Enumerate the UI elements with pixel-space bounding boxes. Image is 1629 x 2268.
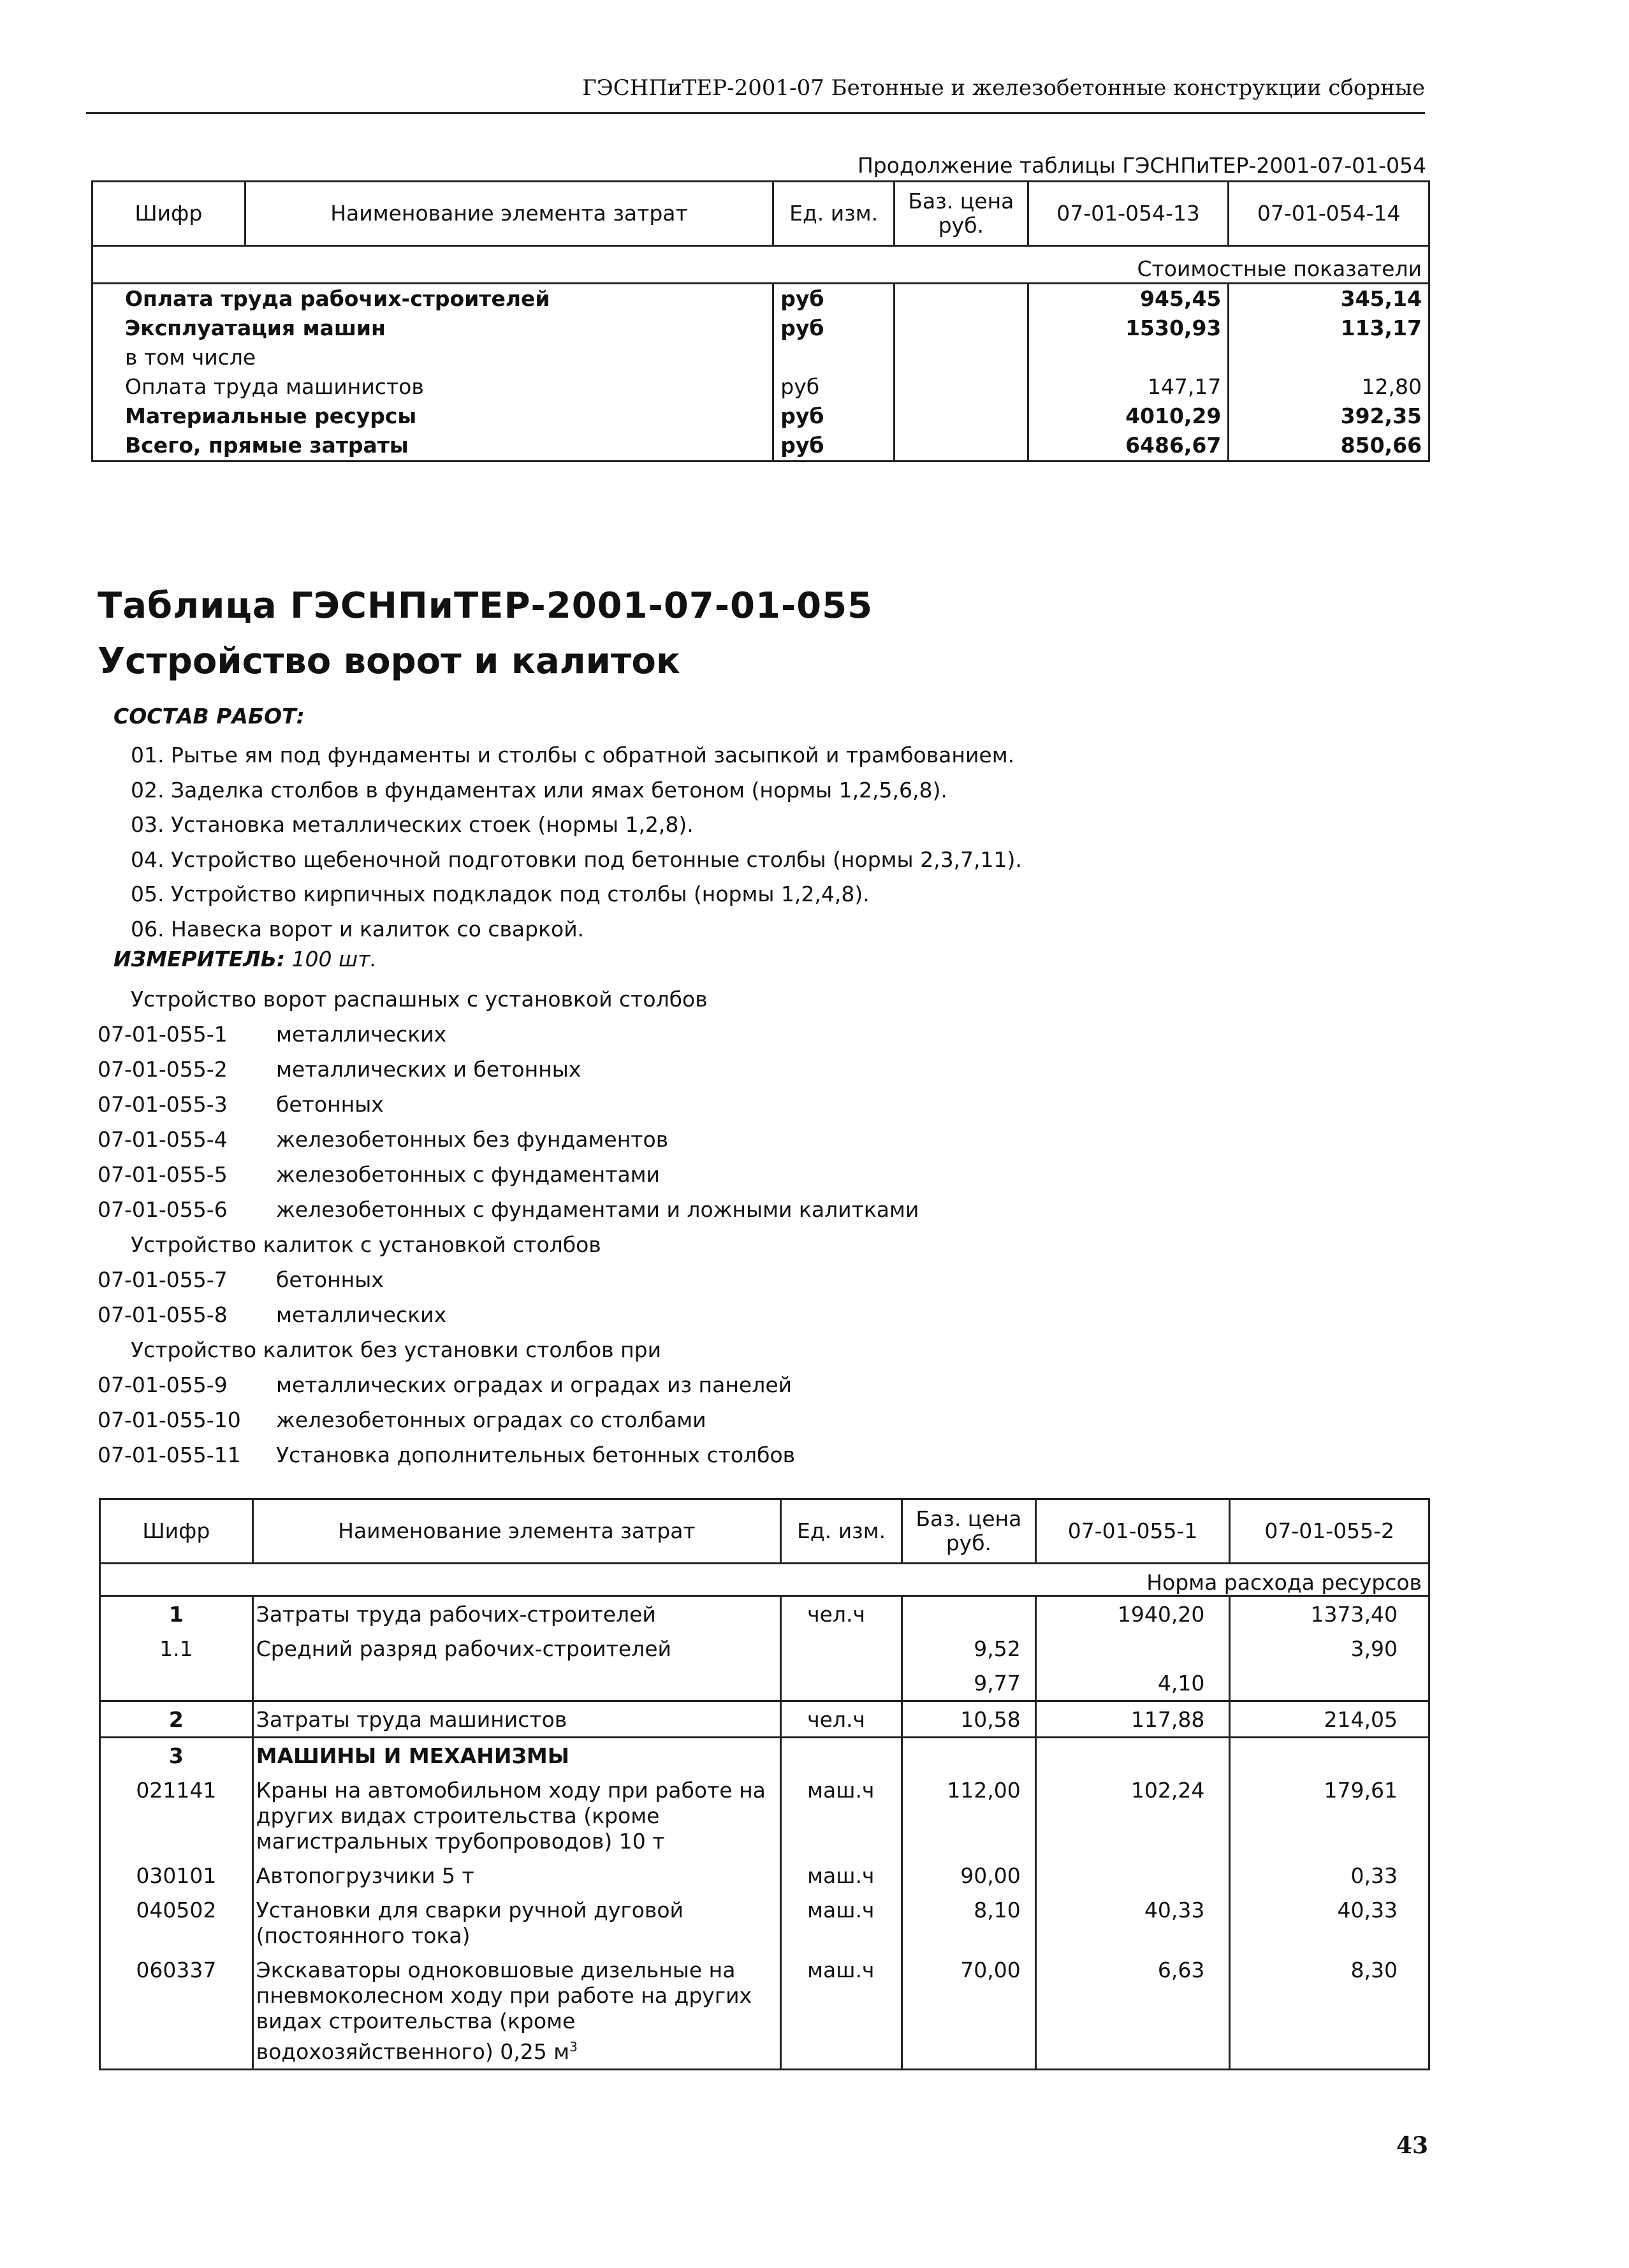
table-row bbox=[100, 1893, 1429, 1952]
row-name bbox=[252, 1631, 780, 1666]
row-name: Материальные ресурсы bbox=[92, 402, 773, 431]
table-subheader-row bbox=[100, 1564, 1429, 1596]
row-price: 112,00 bbox=[902, 1773, 1036, 1858]
row-name-text: Краны на автомобильном ходу при работе на других видах строительства (кроме магистральных трубопроводов) 10 т bbox=[256, 1778, 766, 1854]
row-unit: руб bbox=[773, 314, 895, 343]
row-price: 70,00 bbox=[902, 1952, 1036, 2070]
norm-code: 07-01-055-6 bbox=[98, 1197, 228, 1222]
norm-code-item bbox=[98, 1052, 708, 1087]
works-list bbox=[131, 738, 1022, 947]
row-name-text: Средний разряд рабочих-строителей bbox=[256, 1636, 671, 1661]
table-row bbox=[100, 1666, 1429, 1701]
row-name bbox=[252, 1666, 780, 1701]
cost-indicators-table bbox=[91, 180, 1430, 462]
norm-description: Установка дополнительных бетонных столбов bbox=[276, 1443, 796, 1467]
row-price: 10,58 bbox=[902, 1701, 1036, 1738]
norm-code-item bbox=[98, 1297, 708, 1332]
norm-code-item bbox=[98, 1367, 793, 1402]
row-name bbox=[252, 1738, 780, 1773]
table1-caption: Продолжение таблицы ГЭСНПиТЕР-2001-07-01-054 bbox=[857, 153, 1426, 178]
measure-value: 100 шт. bbox=[291, 947, 377, 971]
row-unit: руб bbox=[773, 372, 895, 402]
work-item: 04. Устройство щебеночной подготовки под бетонные столбы (нормы 2,3,7,11). bbox=[131, 847, 1022, 872]
norm-code: 07-01-055-1 bbox=[98, 1022, 228, 1047]
row-unit: маш.ч bbox=[781, 1858, 902, 1893]
row-code: 3 bbox=[100, 1738, 253, 1773]
row-unit: чел.ч bbox=[781, 1596, 902, 1632]
table-row bbox=[100, 1773, 1429, 1858]
row-unit: маш.ч bbox=[781, 1952, 902, 2070]
row-value-1 bbox=[1028, 343, 1229, 372]
table-row bbox=[92, 314, 1429, 343]
norm-code-item bbox=[98, 1402, 708, 1437]
row-unit: маш.ч bbox=[781, 1893, 902, 1952]
table-subtitle: Устройство ворот и калиток bbox=[98, 641, 680, 682]
row-name: Оплата труда рабочих-строителей bbox=[92, 284, 773, 314]
row-price: 9,77 bbox=[902, 1666, 1036, 1701]
work-item: 01. Рытье ям под фундаменты и столбы с обратной засыпкой и трамбованием. bbox=[131, 743, 1015, 767]
row-value-2: 179,61 bbox=[1230, 1773, 1429, 1858]
row-price bbox=[902, 1596, 1036, 1632]
row-name: Эксплуатация машин bbox=[92, 314, 773, 343]
row-value-1: 6486,67 bbox=[1028, 431, 1229, 462]
table-row bbox=[100, 1952, 1429, 2070]
norm-code: 07-01-055-5 bbox=[98, 1162, 228, 1187]
row-value-2: 113,17 bbox=[1229, 314, 1429, 343]
row-code: 1 bbox=[100, 1596, 253, 1632]
column-header: 07-01-054-13 bbox=[1028, 182, 1229, 246]
table-row bbox=[100, 1738, 1429, 1773]
row-value-1: 1940,20 bbox=[1035, 1596, 1230, 1632]
column-header: Баз. цена руб. bbox=[902, 1499, 1036, 1564]
work-item: 05. Устройство кирпичных подкладок под столбы (нормы 1,2,4,8). bbox=[131, 882, 870, 906]
row-value-1 bbox=[1035, 1738, 1230, 1773]
row-name-superscript: 3 bbox=[569, 2039, 578, 2054]
row-price bbox=[895, 402, 1028, 431]
table-header-row bbox=[92, 182, 1429, 246]
row-code: 030101 bbox=[100, 1858, 253, 1893]
row-price bbox=[895, 372, 1028, 402]
norm-code-item bbox=[98, 1122, 708, 1157]
row-value-2: 8,30 bbox=[1230, 1952, 1429, 2070]
norm-code-item bbox=[98, 1157, 708, 1192]
norm-description: железобетонных без фундаментов bbox=[276, 1127, 669, 1152]
column-header: Ед. изм. bbox=[773, 182, 895, 246]
column-header: Баз. цена руб. bbox=[895, 182, 1028, 246]
table-row bbox=[92, 372, 1429, 402]
norm-code: 07-01-055-11 bbox=[98, 1443, 241, 1467]
row-name-text: Экскаваторы одноковшовые дизельные на пневмоколесном ходу при работе на других видах строительства (кроме водохозяйственного) 0,25 м bbox=[256, 1958, 752, 2064]
norm-description: металлических и бетонных bbox=[276, 1057, 581, 1082]
row-name-text: Затраты труда машинистов bbox=[256, 1707, 567, 1732]
column-header: Наименование элемента затрат bbox=[245, 182, 773, 246]
row-value-2: 0,33 bbox=[1230, 1858, 1429, 1893]
norm-code-item bbox=[98, 1087, 708, 1122]
norm-description: бетонных bbox=[276, 1092, 384, 1117]
row-unit: маш.ч bbox=[781, 1773, 902, 1858]
table-subheader: Норма расхода ресурсов bbox=[100, 1564, 1429, 1596]
row-name bbox=[252, 1773, 780, 1858]
table-row bbox=[100, 1701, 1429, 1738]
norm-code-item bbox=[98, 1017, 708, 1052]
norm-code: 07-01-055-10 bbox=[98, 1407, 241, 1432]
row-name-text: Затраты труда рабочих-строителей bbox=[256, 1602, 656, 1627]
table-header-row bbox=[100, 1499, 1429, 1564]
row-value-1 bbox=[1035, 1631, 1230, 1666]
table-row bbox=[92, 402, 1429, 431]
table-row bbox=[100, 1631, 1429, 1666]
row-unit: чел.ч bbox=[781, 1701, 902, 1738]
row-value-1: 6,63 bbox=[1035, 1952, 1230, 2070]
row-price bbox=[895, 314, 1028, 343]
work-item: 03. Установка металлических стоек (нормы 1,2,8). bbox=[131, 812, 694, 837]
row-value-1: 117,88 bbox=[1035, 1701, 1230, 1738]
column-header: Шифр bbox=[100, 1499, 253, 1564]
resource-norms-table bbox=[99, 1498, 1430, 2070]
row-unit bbox=[781, 1666, 902, 1701]
row-value-2: 3,90 bbox=[1230, 1631, 1429, 1666]
norm-description: металлических bbox=[276, 1022, 447, 1047]
row-price bbox=[895, 431, 1028, 462]
column-header: 07-01-054-14 bbox=[1229, 182, 1429, 246]
row-value-2: 1373,40 bbox=[1230, 1596, 1429, 1632]
row-value-2: 214,05 bbox=[1230, 1701, 1429, 1738]
norm-group-heading: Устройство калиток без установки столбов при bbox=[131, 1337, 662, 1362]
row-name-text: МАШИНЫ И МЕХАНИЗМЫ bbox=[256, 1743, 569, 1768]
norm-code: 07-01-055-4 bbox=[98, 1127, 228, 1152]
table-row bbox=[92, 284, 1429, 314]
table-title: Таблица ГЭСНПиТЕР-2001-07-01-055 bbox=[98, 585, 873, 627]
row-value-2: 345,14 bbox=[1229, 284, 1429, 314]
row-price bbox=[895, 284, 1028, 314]
row-value-2: 12,80 bbox=[1229, 372, 1429, 402]
row-code: 1.1 bbox=[100, 1631, 253, 1666]
row-name bbox=[252, 1596, 780, 1632]
row-code: 021141 bbox=[100, 1773, 253, 1858]
column-header: 07-01-055-1 bbox=[1035, 1499, 1230, 1564]
row-name bbox=[252, 1893, 780, 1952]
norm-description: металлических bbox=[276, 1302, 447, 1327]
row-name-text: Автопогрузчики 5 т bbox=[256, 1863, 474, 1888]
row-price bbox=[902, 1738, 1036, 1773]
work-item: 02. Заделка столбов в фундаментах или ямах бетоном (нормы 1,2,5,6,8). bbox=[131, 777, 947, 803]
row-unit: руб bbox=[773, 431, 895, 462]
row-value-1: 147,17 bbox=[1028, 372, 1229, 402]
table-row bbox=[100, 1596, 1429, 1632]
row-code: 2 bbox=[100, 1701, 253, 1738]
row-name: в том числе bbox=[92, 343, 773, 372]
row-value-1: 102,24 bbox=[1035, 1773, 1230, 1858]
row-value-2 bbox=[1230, 1666, 1429, 1701]
norm-description: железобетонных с фундаментами и ложными калитками bbox=[276, 1197, 919, 1222]
row-price bbox=[895, 343, 1028, 372]
column-header: 07-01-055-2 bbox=[1230, 1499, 1429, 1564]
norm-code-item bbox=[98, 1437, 796, 1472]
row-value-2: 850,66 bbox=[1229, 431, 1429, 462]
row-name-text: Установки для сварки ручной дуговой (постоянного тока) bbox=[256, 1898, 683, 1948]
norm-description: железобетонных с фундаментами bbox=[276, 1162, 661, 1187]
row-unit bbox=[781, 1738, 902, 1773]
row-price: 9,52 bbox=[902, 1631, 1036, 1666]
norm-code-item bbox=[98, 1262, 708, 1297]
row-value-2: 40,33 bbox=[1230, 1893, 1429, 1952]
page-header bbox=[86, 74, 1425, 114]
measure-label: ИЗМЕРИТЕЛЬ: bbox=[113, 947, 286, 971]
table-subheader-row bbox=[92, 246, 1429, 284]
norm-code: 07-01-055-8 bbox=[98, 1302, 228, 1327]
row-code: 040502 bbox=[100, 1893, 253, 1952]
row-unit: руб bbox=[773, 402, 895, 431]
row-name: Всего, прямые затраты bbox=[92, 431, 773, 462]
norm-code: 07-01-055-9 bbox=[98, 1372, 228, 1397]
row-price: 90,00 bbox=[902, 1858, 1036, 1893]
norm-group-heading: Устройство ворот распашных с установкой столбов bbox=[131, 987, 708, 1012]
row-name bbox=[252, 1952, 780, 2070]
row-name bbox=[252, 1858, 780, 1893]
row-value-1: 4010,29 bbox=[1028, 402, 1229, 431]
norm-code: 07-01-055-2 bbox=[98, 1057, 228, 1082]
row-value-1: 40,33 bbox=[1035, 1893, 1230, 1952]
row-unit bbox=[773, 343, 895, 372]
table-row bbox=[92, 343, 1429, 372]
row-name: Оплата труда машинистов bbox=[92, 372, 773, 402]
norm-description: металлических оградах и оградах из панелей bbox=[276, 1372, 793, 1397]
running-title: ГЭСНПиТЕР-2001-07 Бетонные и железобетонные конструкции сборные bbox=[582, 75, 1425, 101]
row-value-2 bbox=[1230, 1738, 1429, 1773]
norm-codes-list bbox=[98, 982, 919, 1472]
row-value-2 bbox=[1229, 343, 1429, 372]
norm-code: 07-01-055-7 bbox=[98, 1267, 228, 1292]
norm-code-item bbox=[98, 1192, 919, 1227]
row-price: 8,10 bbox=[902, 1893, 1036, 1952]
work-item: 06. Навеска ворот и калиток со сваркой. bbox=[131, 916, 585, 941]
row-code bbox=[100, 1666, 253, 1701]
row-unit bbox=[781, 1631, 902, 1666]
table-subheader: Стоимостные показатели bbox=[92, 246, 1429, 284]
norm-description: железобетонных оградах со столбами bbox=[276, 1407, 706, 1432]
row-value-1: 945,45 bbox=[1028, 284, 1229, 314]
column-header: Шифр bbox=[92, 182, 245, 246]
page-number: 43 bbox=[1396, 2132, 1429, 2159]
norm-description: бетонных bbox=[276, 1267, 384, 1292]
table-row bbox=[100, 1858, 1429, 1893]
table-row bbox=[92, 431, 1429, 462]
row-name bbox=[252, 1701, 780, 1738]
measure bbox=[113, 947, 377, 971]
row-value-2: 392,35 bbox=[1229, 402, 1429, 431]
column-header: Ед. изм. bbox=[781, 1499, 902, 1564]
works-label: СОСТАВ РАБОТ: bbox=[113, 704, 305, 729]
row-value-1: 4,10 bbox=[1035, 1666, 1230, 1701]
row-value-1: 1530,93 bbox=[1028, 314, 1229, 343]
norm-group-heading: Устройство калиток с установкой столбов bbox=[131, 1232, 601, 1257]
row-unit: руб bbox=[773, 284, 895, 314]
row-value-1 bbox=[1035, 1858, 1230, 1893]
row-code: 060337 bbox=[100, 1952, 253, 2070]
norm-code: 07-01-055-3 bbox=[98, 1092, 228, 1117]
column-header: Наименование элемента затрат bbox=[252, 1499, 780, 1564]
